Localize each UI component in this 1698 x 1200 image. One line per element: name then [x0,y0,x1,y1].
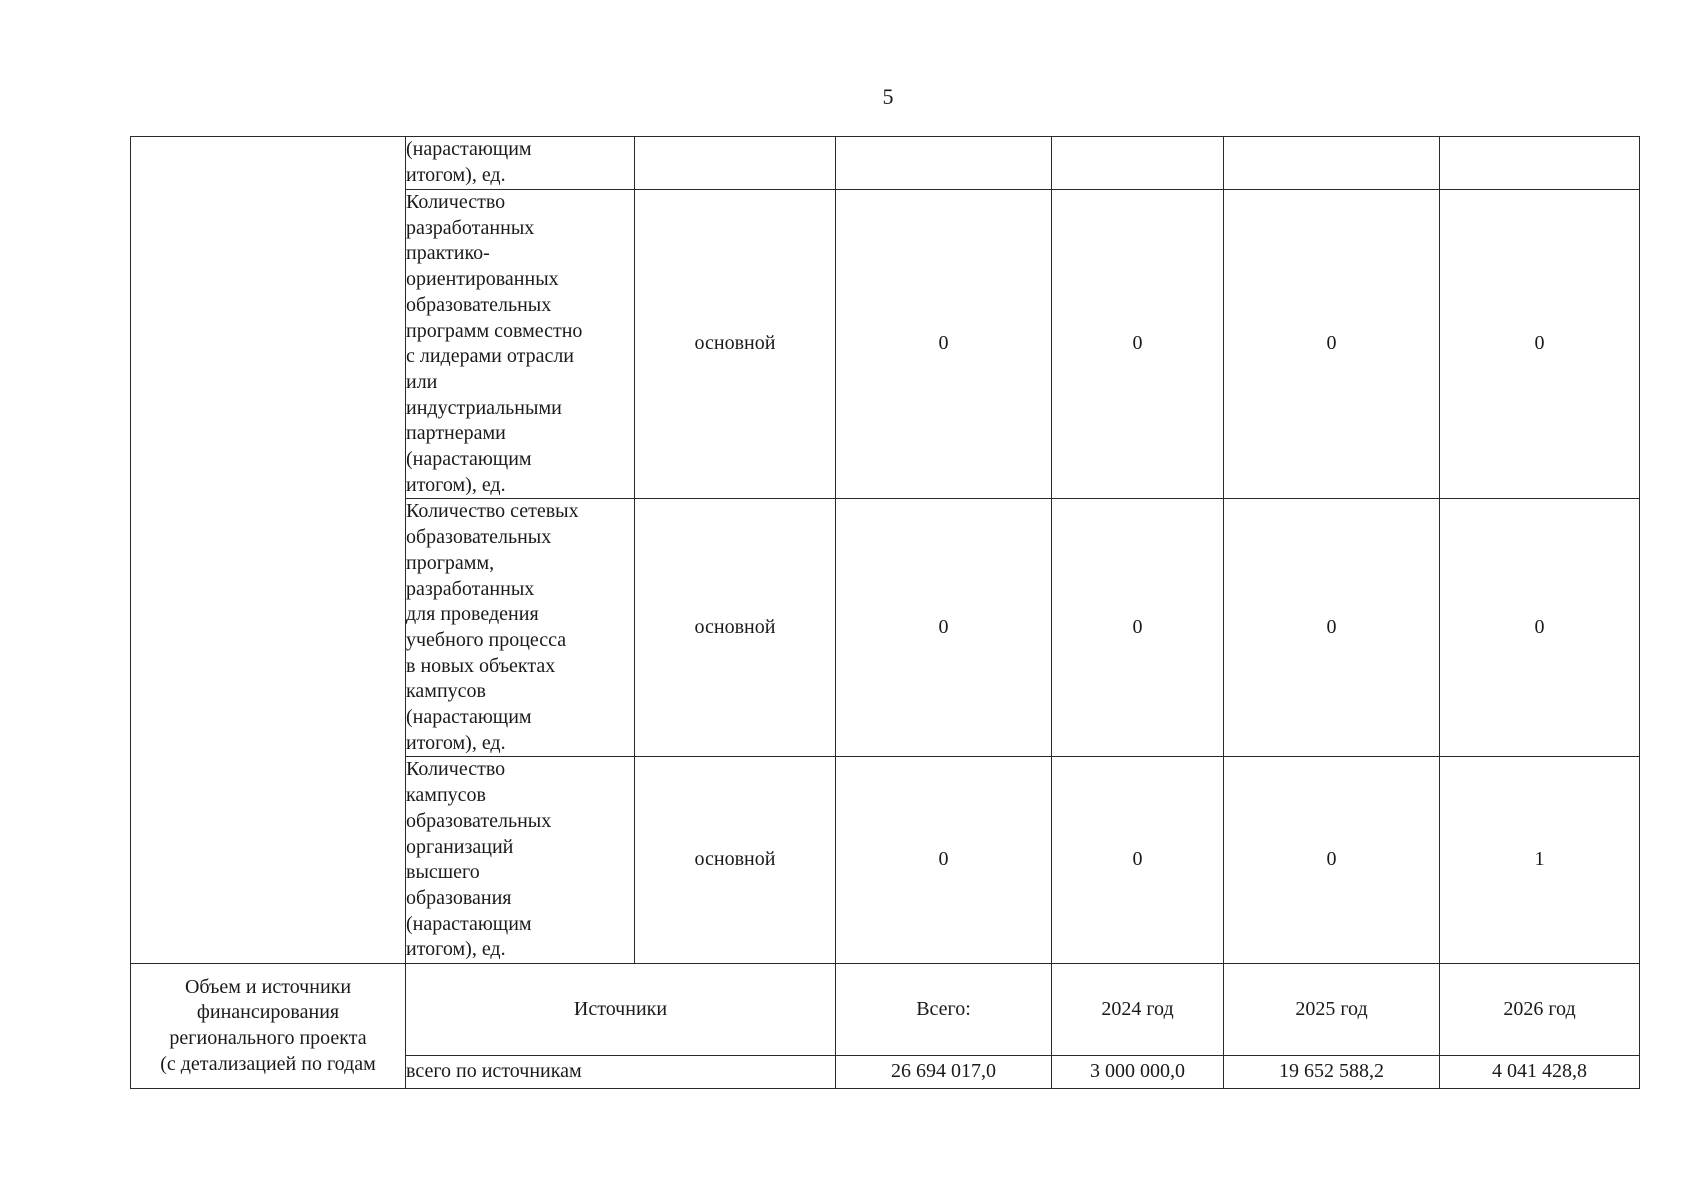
indicator-name [406,757,635,964]
year-2025-header: 2025 год [1224,964,1440,1056]
year-2025-value: 19 652 588,2 [1224,1056,1440,1089]
indicator-name-text: Количество сетевых образовательных программ, разработанных для проведения учебного процесса в новых объектах кампусов (нарастающим итогом), ед. [406,500,579,754]
year-2024-value: 3 000 000,0 [1052,1056,1224,1089]
indicator-value-2026: 1 [1440,757,1640,964]
indicator-type: основной [635,499,836,757]
year-2026-value: 4 041 428,8 [1440,1056,1640,1089]
indicator-type: основной [635,757,836,964]
indicator-name [406,137,635,190]
indicator-name-text: (нарастающим итогом), ед. [406,138,532,186]
indicator-value-2025 [1224,137,1440,190]
page-number: 5 [882,84,894,109]
indicator-value-total: 0 [836,757,1052,964]
indicator-name [406,190,635,499]
indicator-type [635,137,836,190]
indicator-value-2026 [1440,137,1640,190]
total-sum-value: 26 694 017,0 [836,1056,1052,1089]
indicator-value-total: 0 [836,499,1052,757]
indicator-type: основной [635,190,836,499]
indicator-value-2026: 0 [1440,499,1640,757]
indicator-value-2025: 0 [1224,499,1440,757]
indicator-value-2024: 0 [1052,757,1224,964]
indicator-value-total: 0 [836,190,1052,499]
financing-header-row [131,964,1640,1056]
indicator-name-text: Количество разработанных практико- ориентированных образовательных программ совместно с лидерами отрасли или индустриальными партнерами (нарастающим итогом), ед. [406,191,583,496]
indicator-name [406,499,635,757]
total-sources-label: всего по источникам [406,1056,836,1089]
empty-left-cell [131,137,406,964]
year-2026-header: 2026 год [1440,964,1640,1056]
indicator-value-2024: 0 [1052,499,1224,757]
total-header: Всего: [836,964,1052,1056]
financing-label [131,964,406,1089]
indicator-value-total [836,137,1052,190]
indicator-value-2025: 0 [1224,190,1440,499]
indicator-value-2024 [1052,137,1224,190]
financing-label-text: Объем и источники финансирования регионального проекта (с детализацией по годам [160,975,376,1075]
indicator-value-2025: 0 [1224,757,1440,964]
passport-table [130,136,1640,1089]
indicator-row [131,137,1640,190]
year-2024-header: 2024 год [1052,964,1224,1056]
sources-header: Источники [406,964,836,1056]
indicator-value-2026: 0 [1440,190,1640,499]
indicator-value-2024: 0 [1052,190,1224,499]
indicator-name-text: Количество кампусов образовательных организаций высшего образования (нарастающим итогом), ед. [406,758,552,961]
